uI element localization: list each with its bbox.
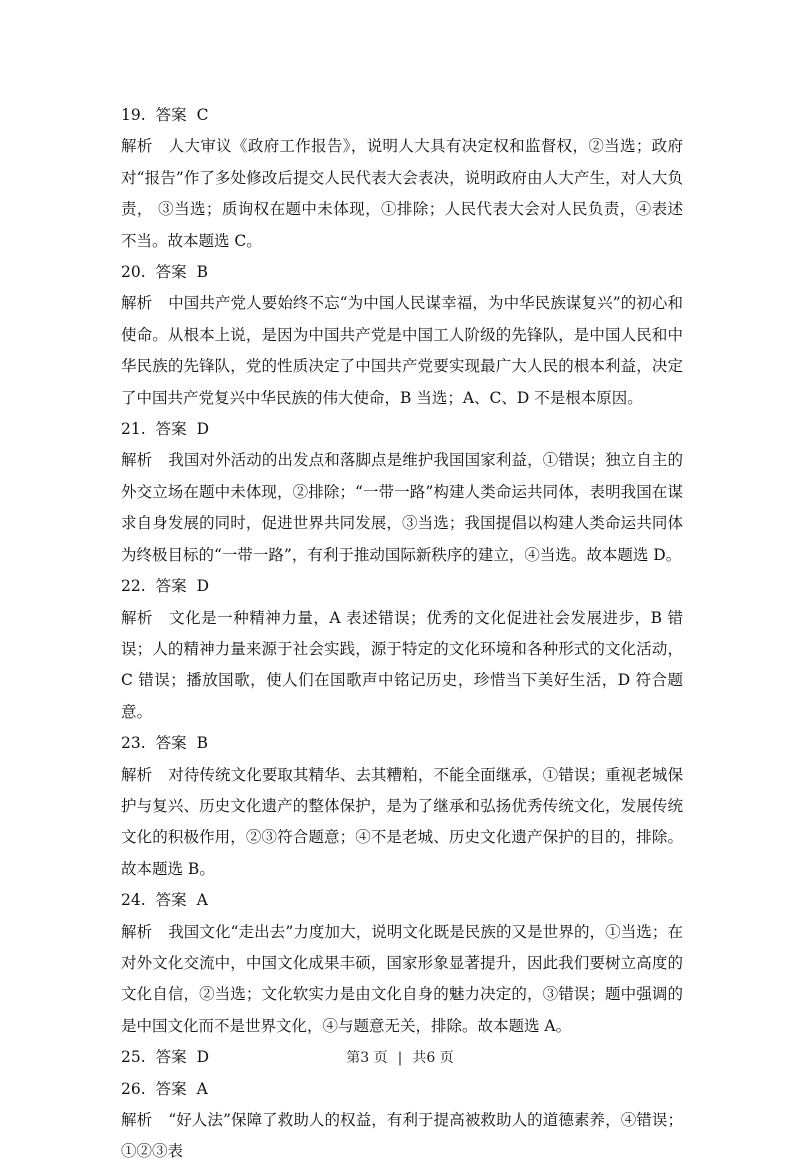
question-number: 26. xyxy=(121,1079,146,1098)
answer-value: A xyxy=(196,1079,208,1098)
answer-value: D xyxy=(196,420,210,439)
answer-entry xyxy=(121,571,683,728)
explanation-text: 对待传统文化要取其精华、去其糟粕，不能全面继承，①错误；重视老城保护与复兴、历史文化遗产的整体保护，是为了继承和弘扬优秀传统文化，发展传统文化的积极作用，②③符合题意；④不是老城、历史文化遗产保护的目的，排除。故本题选 B。 xyxy=(121,765,683,878)
question-number: 24. xyxy=(121,891,146,910)
explanation-label: 解析 xyxy=(121,1111,153,1129)
explanation-label: 解析 xyxy=(121,137,153,156)
answer-label: 答案 xyxy=(155,106,187,124)
answer-value: A xyxy=(196,891,208,910)
answer-label: 答案 xyxy=(155,420,187,439)
page-footer xyxy=(0,1047,800,1067)
answer-entry xyxy=(121,257,683,414)
answer-label: 答案 xyxy=(155,263,187,282)
question-number: 21. xyxy=(121,420,146,439)
explanation-text: 中国共产党人要始终不忘“为中国人民谋幸福，为中华民族谋复兴”的初心和使命。从根本上说，是因为中国共产党是中国工人阶级的先锋队，是中国人民和中华民族的先锋队，党的性质决定了中国共产党要实现最广大人民的根本利益，决定了中国共产党复兴中华民族的伟大使命，B 当选；A、C、D 不是根本原因。 xyxy=(121,294,683,407)
answer-label: 答案 xyxy=(155,734,187,753)
explanation-label: 解析 xyxy=(121,294,153,313)
answer-line xyxy=(121,1074,683,1105)
explanation xyxy=(121,288,683,414)
explanation-label: 解析 xyxy=(121,608,154,627)
answer-label: 答案 xyxy=(155,577,187,596)
explanation-text: “好人法”保障了救助人的权益，有利于提高被救助人的道德素养，④错误；①②③表 xyxy=(121,1111,683,1161)
page-total: 共6 页 xyxy=(412,1050,454,1066)
explanation xyxy=(121,445,683,571)
answer-line xyxy=(121,728,683,759)
question-number: 25. xyxy=(121,1048,146,1067)
answer-value: B xyxy=(196,263,209,282)
explanation xyxy=(121,131,683,257)
answer-line xyxy=(121,414,683,445)
answer-line xyxy=(121,100,683,131)
answer-label: 答案 xyxy=(155,891,187,910)
answer-label: 答案 xyxy=(155,1048,187,1067)
explanation-label: 解析 xyxy=(121,451,153,470)
question-number: 22. xyxy=(121,577,146,596)
page-number: 第3 页 xyxy=(346,1050,388,1066)
explanation xyxy=(121,603,683,729)
answer-entry xyxy=(121,414,683,571)
question-number: 20. xyxy=(121,263,146,282)
footer-separator: | xyxy=(397,1050,403,1066)
answer-entry xyxy=(121,1074,683,1168)
answer-line xyxy=(121,257,683,288)
explanation-text: 人大审议《政府工作报告》，说明人大具有决定权和监督权，②当选；政府对“报告”作了多处修改后提交人民代表大会表决，说明政府由人大产生，对人大负责， ③当选；质询权在题中未体现，①排除；人民代表大会对人民负责，④表述不当。故本题选 C。 xyxy=(121,137,683,250)
answer-value: D xyxy=(196,1048,210,1067)
explanation-label: 解析 xyxy=(121,922,153,941)
answer-explanations xyxy=(121,100,683,1168)
explanation-label: 解析 xyxy=(121,765,153,784)
question-number: 19. xyxy=(121,106,146,124)
explanation-text: 我国文化“走出去”力度加大，说明文化既是民族的又是世界的，①当选；在对外文化交流中，中国文化成果丰硕，国家形象显著提升，因此我们要树立高度的文化自信，②当选；文化软实力是由文化自身的魅力决定的，③错误；题中强调的是中国文化而不是世界文化，④与题意无关，排除。故本题选 A。 xyxy=(121,922,683,1035)
question-number: 23. xyxy=(121,734,146,753)
explanation xyxy=(121,1105,683,1168)
answer-entry xyxy=(121,885,683,1042)
explanation xyxy=(121,760,683,886)
answer-value: B xyxy=(196,734,209,753)
explanation-text: 我国对外活动的出发点和落脚点是维护我国国家利益，①错误；独立自主的外交立场在题中未体现，②排除；“一带一路”构建人类命运共同体，表明我国在谋求自身发展的同时，促进世界共同发展，③当选；我国提倡以构建人类命运共同体为终极目标的“一带一路”，有利于推动国际新秩序的建立，④当选。故本题选 D。 xyxy=(121,451,683,564)
answer-entry xyxy=(121,728,683,885)
answer-value: D xyxy=(196,577,210,596)
answer-entry xyxy=(121,100,683,257)
answer-line xyxy=(121,885,683,916)
explanation-text: 文化是一种精神力量，A 表述错误；优秀的文化促进社会发展进步，B 错误；人的精神力量来源于社会实践，源于特定的文化环境和各种形式的文化活动，C 错误；播放国歌，使人们在国歌声中铭记历史，珍惜当下美好生活，D 符合题意。 xyxy=(121,608,683,721)
explanation xyxy=(121,917,683,1043)
answer-label: 答案 xyxy=(155,1079,187,1098)
answer-line xyxy=(121,571,683,602)
answer-value: C xyxy=(196,106,209,124)
